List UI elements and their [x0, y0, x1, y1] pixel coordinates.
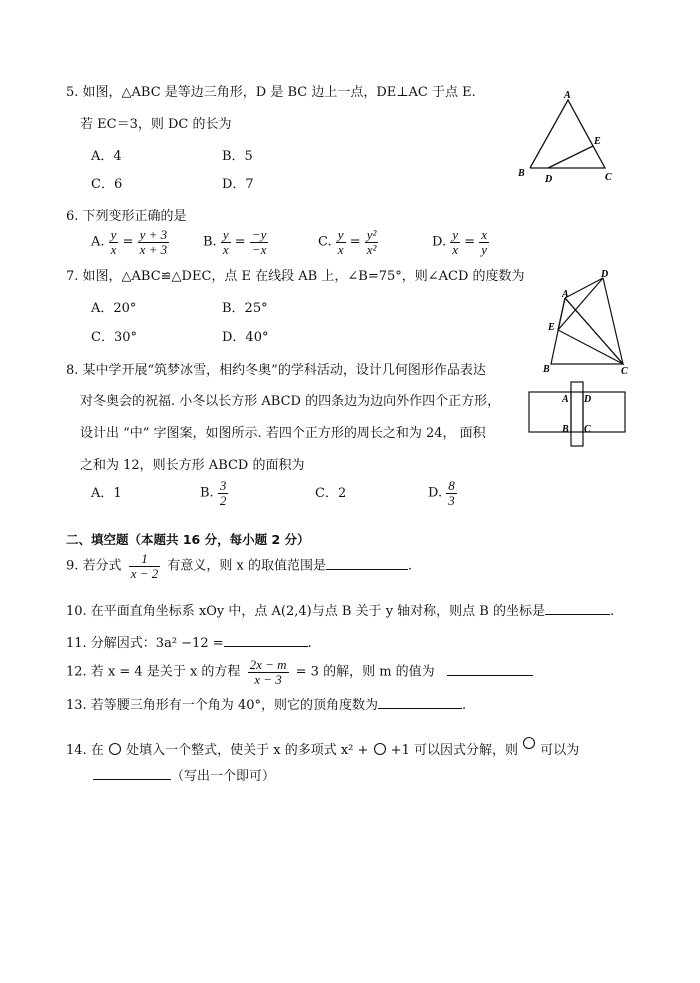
q7-figure-triangles: [535, 268, 630, 378]
q14-line2: （写出一个即可）: [93, 770, 275, 784]
q8-fig-label-d: D: [584, 394, 592, 405]
q14-answer-blank[interactable]: [93, 779, 171, 780]
section-heading-fill-blank: 二、填空题（本题共 16 分，每小题 2 分）: [66, 532, 310, 547]
q14-line1: 14. 在 处填入一个整式，使关于 x 的多项式 x² + +1 可以因式分解，则 可以为: [66, 736, 579, 758]
q13-line: 13. 若等腰三角形有一个角为 40°，则它的顶角度数为 .: [66, 698, 467, 713]
q8-line2: 对冬奥会的祝福. 小冬以长方形 ABCD 的四条边为边向外作四个正方形，: [80, 394, 501, 409]
q7-option-d: D．40°: [222, 330, 269, 345]
q13-answer-blank[interactable]: [378, 708, 462, 709]
q5-fig-label-a: A: [564, 90, 571, 101]
q8-option-d: D. $\frac{8}{3}$: [428, 478, 455, 508]
q5-figure-triangle: [510, 88, 620, 188]
q5-fig-label-e: E: [594, 136, 601, 147]
q9-answer-blank[interactable]: [326, 569, 408, 570]
q10-line: 10. 在平面直角坐标系 xOy 中，点 A(2,4)与点 B 关于 y 轴对称，则点 B 的坐标是 .: [66, 604, 615, 619]
circle-placeholder-icon: [522, 736, 536, 752]
q10-answer-blank[interactable]: [545, 614, 610, 615]
q6-option-c: C. $\frac{y}{x}$ = $\frac{\text{y²}}{\text{x²}}$: [318, 227, 377, 257]
q5-fig-label-d: D: [545, 174, 553, 185]
q5-fig-label-b: B: [518, 168, 525, 179]
q8-option-b: B. $\frac{3}{2}$: [200, 478, 227, 508]
q7-fig-label-c: C: [621, 366, 628, 377]
q8-fig-label-c: C: [584, 424, 591, 435]
q7-line1: 7. 如图，△ABC≌△DEC，点 E 在线段 AB 上，∠B=75°，则∠ACD 的度数为: [66, 269, 525, 284]
q8-option-a: A．1: [91, 486, 122, 501]
q8-fig-label-b: B: [562, 424, 569, 435]
q7-fig-label-e: E: [548, 322, 555, 333]
q11-answer-blank[interactable]: [224, 646, 308, 647]
q6-option-d: D. $\frac{y}{x}$ = $\frac{x}{y}$: [432, 227, 487, 257]
q6-stem: 6. 下列变形正确的是: [66, 209, 187, 224]
q8-fig-label-a: A: [562, 394, 569, 405]
q8-line4: 之和为 12，则长方形 ABCD 的面积为: [80, 458, 305, 473]
q5-line1: 5. 如图，△ABC 是等边三角形，D 是 BC 边上一点，DE⊥AC 于点 E.: [66, 85, 476, 100]
q8-option-c: C．2: [315, 486, 347, 501]
q11-line: 11. 分解因式：3a² −12 = .: [66, 636, 312, 651]
q7-fig-label-d: D: [601, 269, 609, 280]
q5-line2: 若 EC＝3，则 DC 的长为: [80, 117, 232, 132]
circle-placeholder-icon: [108, 742, 122, 756]
q8-figure-zhong: [527, 380, 629, 448]
q9-line: 9. 若分式 $\frac{1}{x - 2}$ 有意义，则 x 的取值范围是 .: [66, 551, 413, 581]
q7-option-a: A．20°: [91, 301, 137, 316]
q12-answer-blank[interactable]: [447, 675, 533, 676]
q8-line1: 8. 某中学开展“筑梦冰雪，相约冬奥”的学科活动，设计几何图形作品表达: [66, 363, 486, 378]
q6-option-a: A. $\frac{y}{x}$ = $\frac{y + 3}{x + 3}$: [91, 227, 168, 257]
q7-fig-label-a: A: [562, 289, 569, 300]
q7-option-c: C．30°: [91, 330, 137, 345]
circle-placeholder-icon: [373, 742, 387, 756]
q12-line: 12. 若 x = 4 是关于 x 的方程 $\frac{2x - m}{x - 3}$ = 3 的解，则 m 的值为: [66, 658, 533, 686]
q5-option-a: A．4: [91, 149, 122, 164]
q5-option-b: B．5: [222, 149, 253, 164]
q7-option-b: B．25°: [222, 301, 268, 316]
q8-line3: 设计出 “中” 字图案，如图所示. 若四个正方形的周长之和为 24， 面积: [80, 426, 486, 441]
q6-option-b: B. $\frac{y}{x}$ = $\frac{-y}{-x}$: [203, 227, 267, 257]
q7-fig-label-b: B: [543, 364, 550, 375]
q5-option-d: D．7: [222, 177, 254, 192]
q5-option-c: C．6: [91, 177, 123, 192]
q5-fig-label-c: C: [605, 172, 612, 183]
